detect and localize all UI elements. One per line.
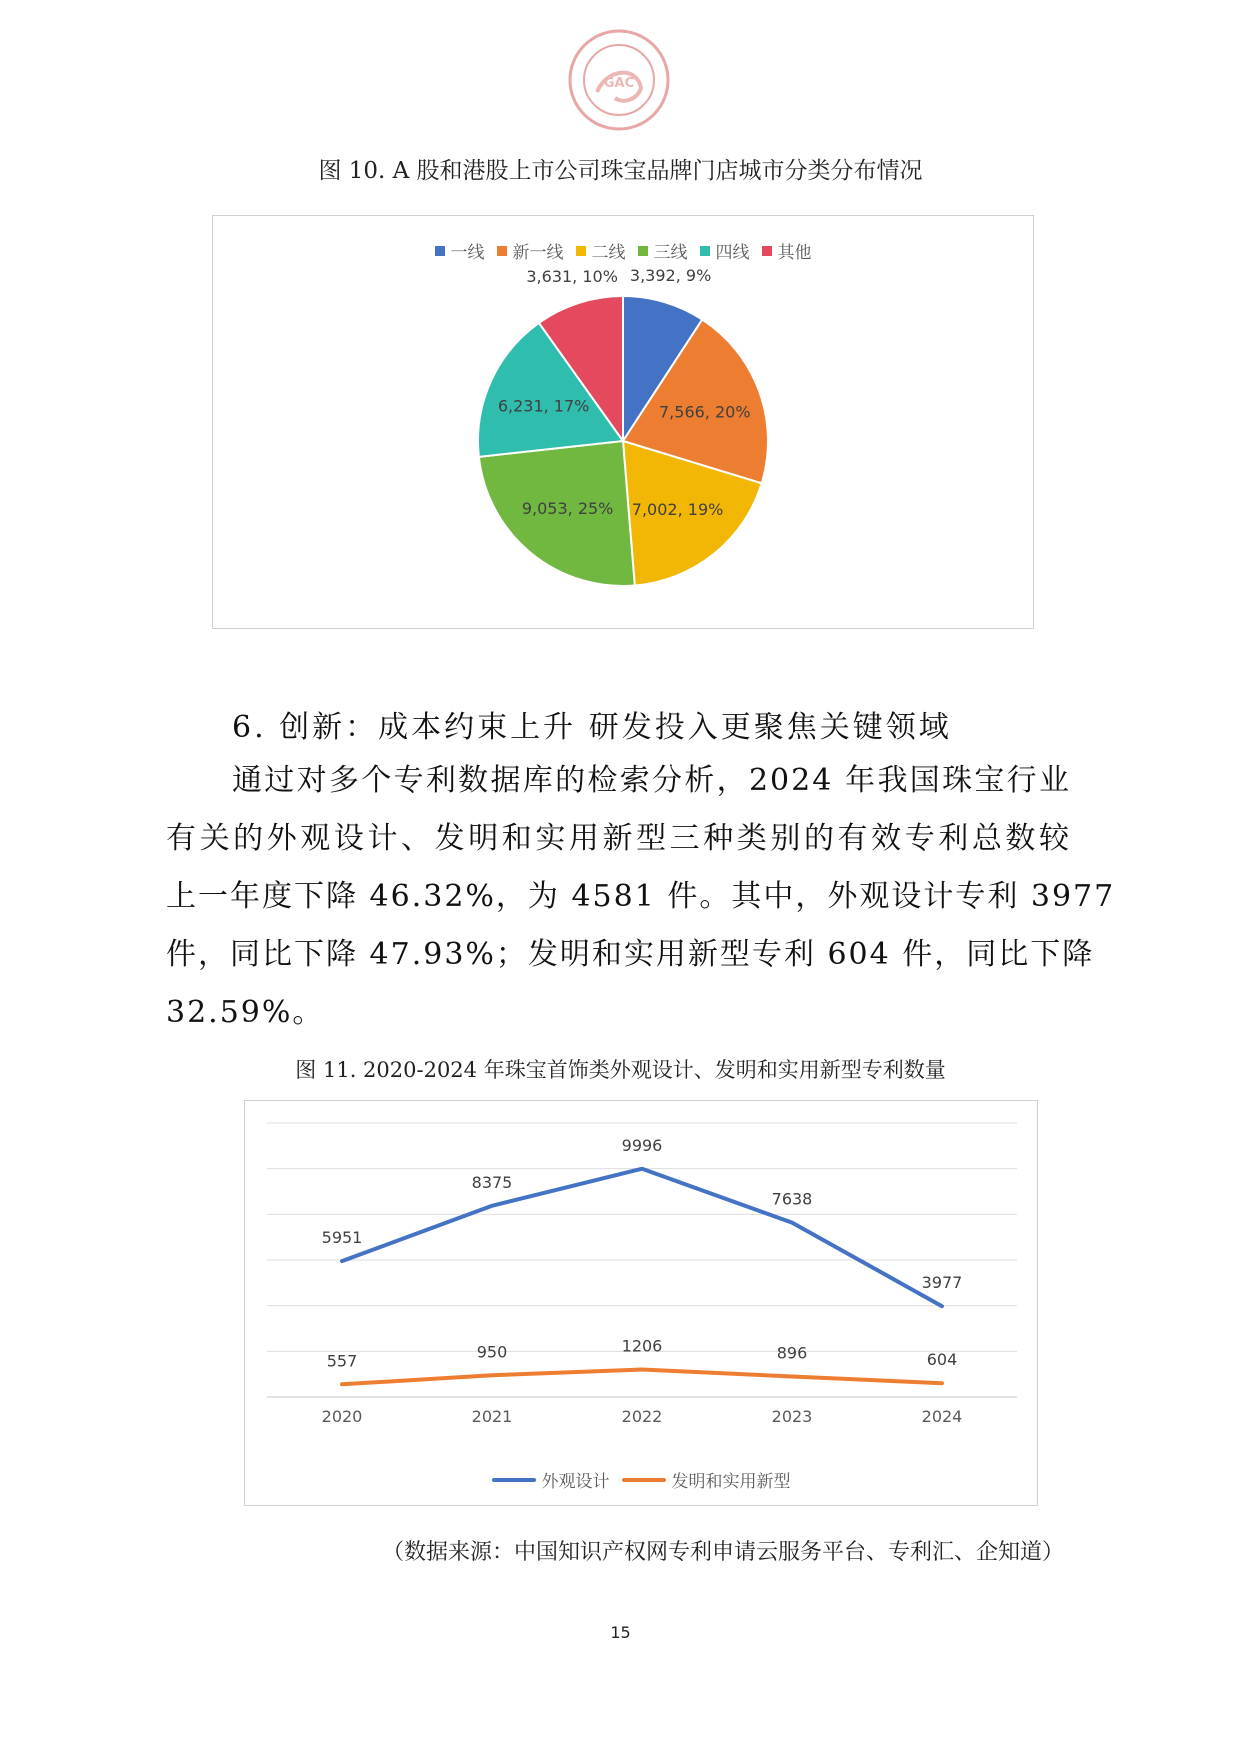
- x-tick-label: 2023: [771, 1407, 813, 1426]
- legend-label: 一线: [450, 243, 485, 263]
- svg-text:GAC: GAC: [603, 76, 635, 91]
- pie-data-label: 9,053, 25%: [521, 499, 614, 519]
- data-label: 5951: [321, 1228, 363, 1248]
- legend-line-swatch: [622, 1478, 666, 1482]
- legend-label: 外观设计: [541, 1472, 610, 1492]
- page-number: 15: [610, 1623, 631, 1642]
- x-tick-label: 2024: [921, 1407, 963, 1426]
- data-label: 557: [326, 1351, 358, 1371]
- section-paragraph: [166, 752, 1116, 1042]
- legend-label: 二线: [591, 243, 626, 263]
- legend-label: 新一线: [512, 243, 564, 263]
- data-label: 896: [776, 1343, 808, 1363]
- pie-chart-container: [212, 215, 1034, 629]
- paragraph-line: 上一年度下降 46.32%，为 4581 件。其中，外观设计专利 3977: [166, 879, 1116, 914]
- data-label: 3977: [921, 1273, 963, 1293]
- pie-data-label: 3,392, 9%: [629, 265, 712, 285]
- data-label: 9996: [621, 1135, 663, 1155]
- data-label: 604: [926, 1350, 958, 1370]
- line-chart: [245, 1101, 1037, 1505]
- legend-label: 发明和实用新型: [671, 1472, 791, 1492]
- legend-label: 四线: [715, 243, 750, 263]
- series-line: [342, 1369, 942, 1384]
- paragraph-line: 32.59%。: [166, 995, 325, 1030]
- legend-label: 三线: [653, 243, 688, 263]
- paragraph-line: 有关的外观设计、发明和实用新型三种类别的有效专利总数较: [166, 821, 1071, 856]
- pie-chart: [213, 216, 1033, 628]
- data-label: 950: [476, 1342, 508, 1362]
- series-line: [342, 1169, 942, 1306]
- x-tick-label: 2022: [621, 1407, 663, 1426]
- data-label: 1206: [621, 1336, 663, 1356]
- section-heading: 6. 创新：成本约束上升 研发投入更聚焦关键领域: [232, 710, 952, 745]
- paragraph-line: 通过对多个专利数据库的检索分析，2024 年我国珠宝行业: [232, 763, 1071, 798]
- line-legend-entry: [622, 1467, 791, 1492]
- line-chart-legend: [245, 1467, 1037, 1492]
- paragraph-line: 件，同比下降 47.93%；发明和实用新型专利 604 件，同比下降: [166, 937, 1095, 972]
- data-label: 7638: [771, 1189, 813, 1209]
- x-tick-label: 2020: [321, 1407, 363, 1426]
- figure-10-caption: 图 10. A 股和港股上市公司珠宝品牌门店城市分类分布情况: [318, 158, 923, 184]
- data-label: 8375: [471, 1172, 513, 1192]
- pie-data-label: 3,631, 10%: [526, 266, 618, 286]
- line-chart-container: [244, 1100, 1038, 1506]
- association-logo: [567, 28, 671, 132]
- pie-data-label: 7,566, 20%: [659, 402, 751, 422]
- x-tick-label: 2021: [471, 1407, 513, 1426]
- line-legend-entry: [492, 1467, 610, 1492]
- data-source-note: （数据来源：中国知识产权网专利申请云服务平台、专利汇、企知道）: [381, 1540, 1064, 1565]
- pie-data-label: 6,231, 17%: [497, 396, 590, 416]
- pie-data-label: 7,002, 19%: [631, 499, 724, 519]
- figure-11-caption: 图 11. 2020-2024 年珠宝首饰类外观设计、发明和实用新型专利数量: [295, 1058, 946, 1082]
- legend-line-swatch: [492, 1478, 536, 1482]
- legend-label: 其他: [777, 243, 812, 263]
